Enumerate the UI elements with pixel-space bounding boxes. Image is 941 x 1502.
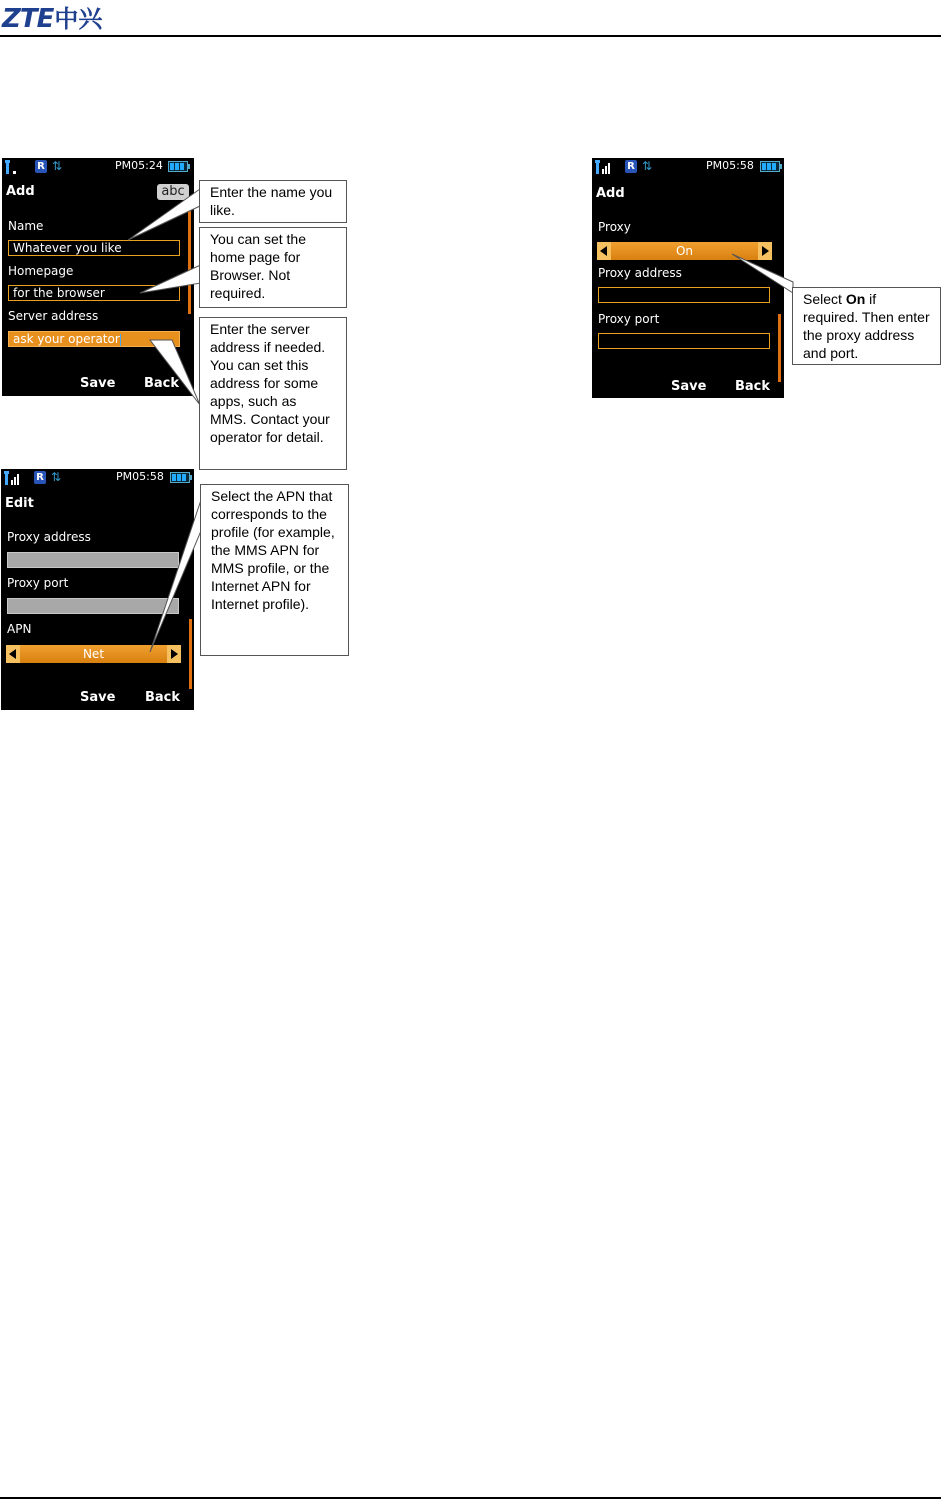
clock: PM05:24 — [115, 159, 163, 172]
name-field[interactable]: Whatever you like — [8, 240, 180, 256]
proxy-value: On — [675, 244, 694, 258]
apn-label: APN — [7, 622, 32, 636]
callout-proxy-post: if required. Then enter the proxy address and port. — [803, 291, 930, 361]
pointer-name — [128, 189, 200, 240]
back-softkey[interactable]: Back — [735, 379, 771, 394]
proxy-address-label: Proxy address — [7, 530, 91, 544]
server-address-label: Server address — [8, 309, 99, 323]
proxy-label: Proxy — [598, 220, 631, 234]
data-transfer-icon: ⇅ — [51, 470, 62, 484]
pointer-proxy — [732, 254, 793, 293]
proxy-port-label: Proxy port — [598, 312, 660, 326]
data-transfer-icon: ⇅ — [52, 159, 63, 173]
back-softkey[interactable]: Back — [145, 690, 181, 705]
proxy-port-label: Proxy port — [7, 576, 69, 590]
apn-value: Net — [82, 647, 105, 661]
callout-proxy-pre: Select — [803, 291, 846, 307]
proxy-address-label: Proxy address — [598, 266, 682, 280]
pointer-homepage — [140, 262, 207, 293]
roaming-icon: R — [625, 160, 637, 173]
input-mode-indicator: abc — [157, 184, 189, 200]
callout-proxy-bold: On — [845, 291, 866, 307]
save-softkey[interactable]: Save — [80, 690, 116, 705]
screen-title: Edit — [5, 496, 34, 511]
footer-rule — [0, 1497, 941, 1499]
screen-title: Add — [596, 186, 625, 201]
data-transfer-icon: ⇅ — [642, 159, 653, 173]
logo-chinese: 中兴 — [54, 5, 103, 33]
callout-homepage: You can set the home page for Browser. Not required. — [199, 227, 347, 308]
screen-title: Add — [6, 184, 35, 199]
callout-proxy — [792, 287, 941, 365]
callout-name: Enter the name you like. — [199, 180, 347, 223]
clock: PM05:58 — [706, 159, 754, 172]
save-softkey[interactable]: Save — [671, 379, 707, 394]
callout-apn: Select the APN that corresponds to the profile (for example, the MMS APN for MMS profile, or the Internet APN for Internet profile). — [200, 484, 349, 656]
homepage-field[interactable]: for the browser — [8, 285, 180, 301]
roaming-icon: R — [34, 471, 46, 484]
homepage-label: Homepage — [8, 264, 74, 278]
server-address-value: ask your operator — [13, 332, 120, 346]
save-softkey[interactable]: Save — [80, 376, 116, 391]
name-label: Name — [8, 219, 44, 233]
roaming-icon: R — [35, 160, 47, 173]
callout-server-address: Enter the server address if needed. You can set this address for some apps, such as MMS. Contact your operator for detail. — [199, 317, 347, 470]
clock: PM05:58 — [116, 470, 164, 483]
logo-latin: ZTE — [2, 4, 54, 34]
back-softkey[interactable]: Back — [144, 376, 180, 391]
pointer-server — [150, 340, 200, 405]
